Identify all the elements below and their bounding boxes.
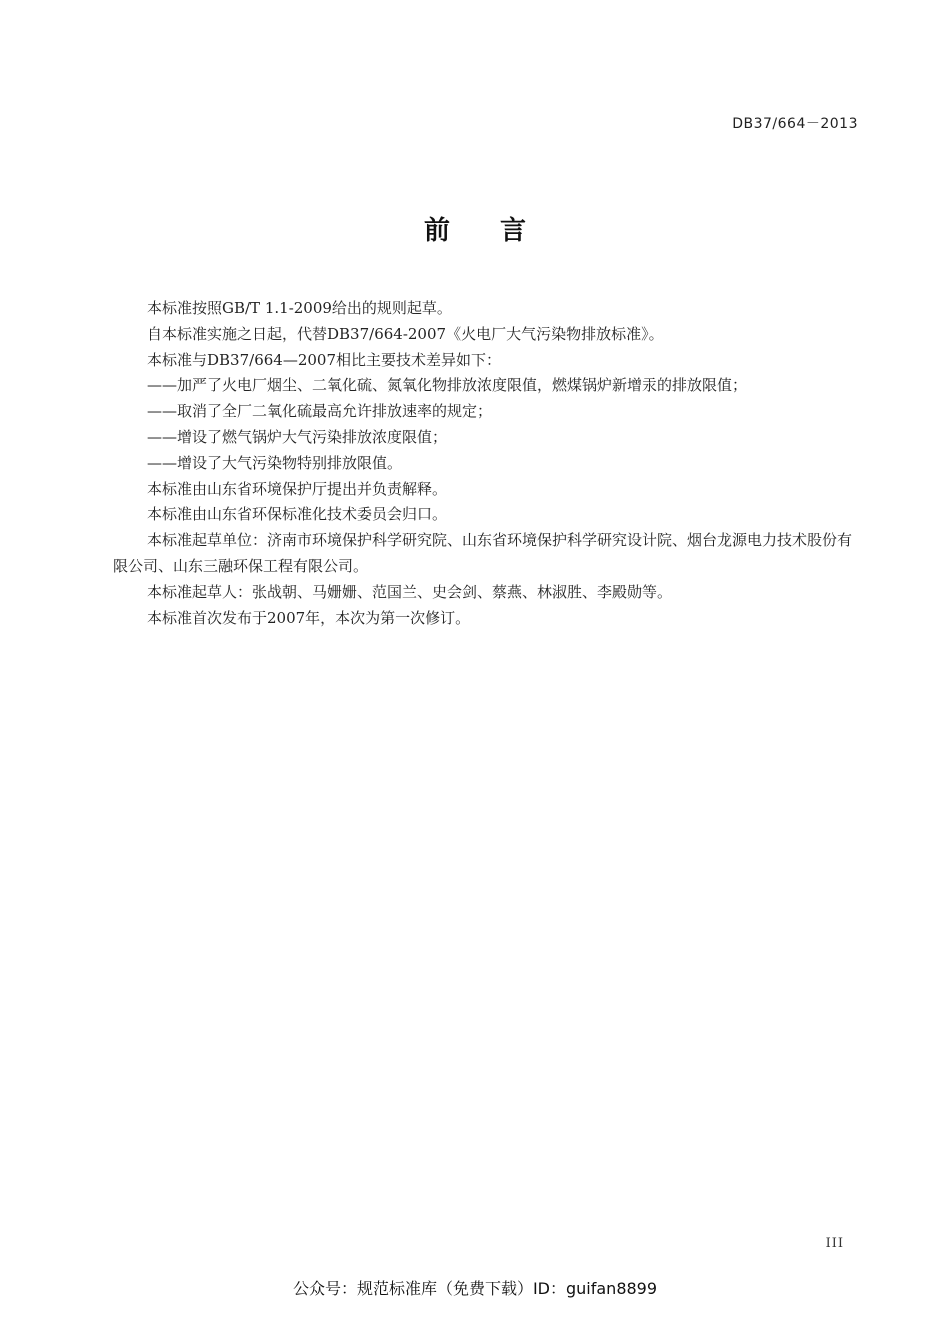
page-title: 前言 bbox=[423, 216, 576, 246]
standard-code: DB37/664－2013 bbox=[732, 116, 858, 132]
paragraph-drafters: 本标准起草人：张战朝、马姗姗、范国兰、史会剑、蔡燕、林淑胜、李殿勋等。 bbox=[147, 582, 673, 601]
page-number: III bbox=[825, 1236, 844, 1251]
list-item: ——取消了全厂二氧化硫最高允许排放速率的规定； bbox=[147, 402, 493, 421]
list-item: ——加严了火电厂烟尘、二氧化硫、氮氧化物排放浓度限值，燃煤锅炉新增汞的排放限值； bbox=[147, 376, 748, 395]
paragraph-drafting-units: 本标准起草单位：济南市环境保护科学研究院、山东省环境保护科学研究设计院、烟台龙源电力技术股份有限公司、山东三融环保工程有限公司。 bbox=[113, 531, 853, 575]
paragraph-publication-history: 本标准首次发布于2007年，本次为第一次修订。 bbox=[147, 608, 471, 627]
list-item: ——增设了燃气锅炉大气污染排放浓度限值； bbox=[147, 427, 448, 446]
paragraph-replacement: 自本标准实施之日起，代替DB37/664-2007《火电厂大气污染物排放标准》。 bbox=[147, 324, 664, 343]
paragraph-committee: 本标准由山东省环保标准化技术委员会归口。 bbox=[147, 505, 448, 524]
paragraph-drafting-rules: 本标准按照GB/T 1.1-2009给出的规则起草。 bbox=[147, 299, 452, 317]
list-item: ——增设了大气污染物特别排放限值。 bbox=[147, 453, 403, 472]
foreword-body bbox=[113, 296, 861, 631]
paragraph-proposer: 本标准由山东省环境保护厅提出并负责解释。 bbox=[147, 479, 448, 498]
footer-note: 公众号：规范标准库（免费下载）ID：guifan8899 bbox=[292, 1279, 658, 1298]
paragraph-differences-intro: 本标准与DB37/664—2007相比主要技术差异如下： bbox=[147, 350, 501, 369]
